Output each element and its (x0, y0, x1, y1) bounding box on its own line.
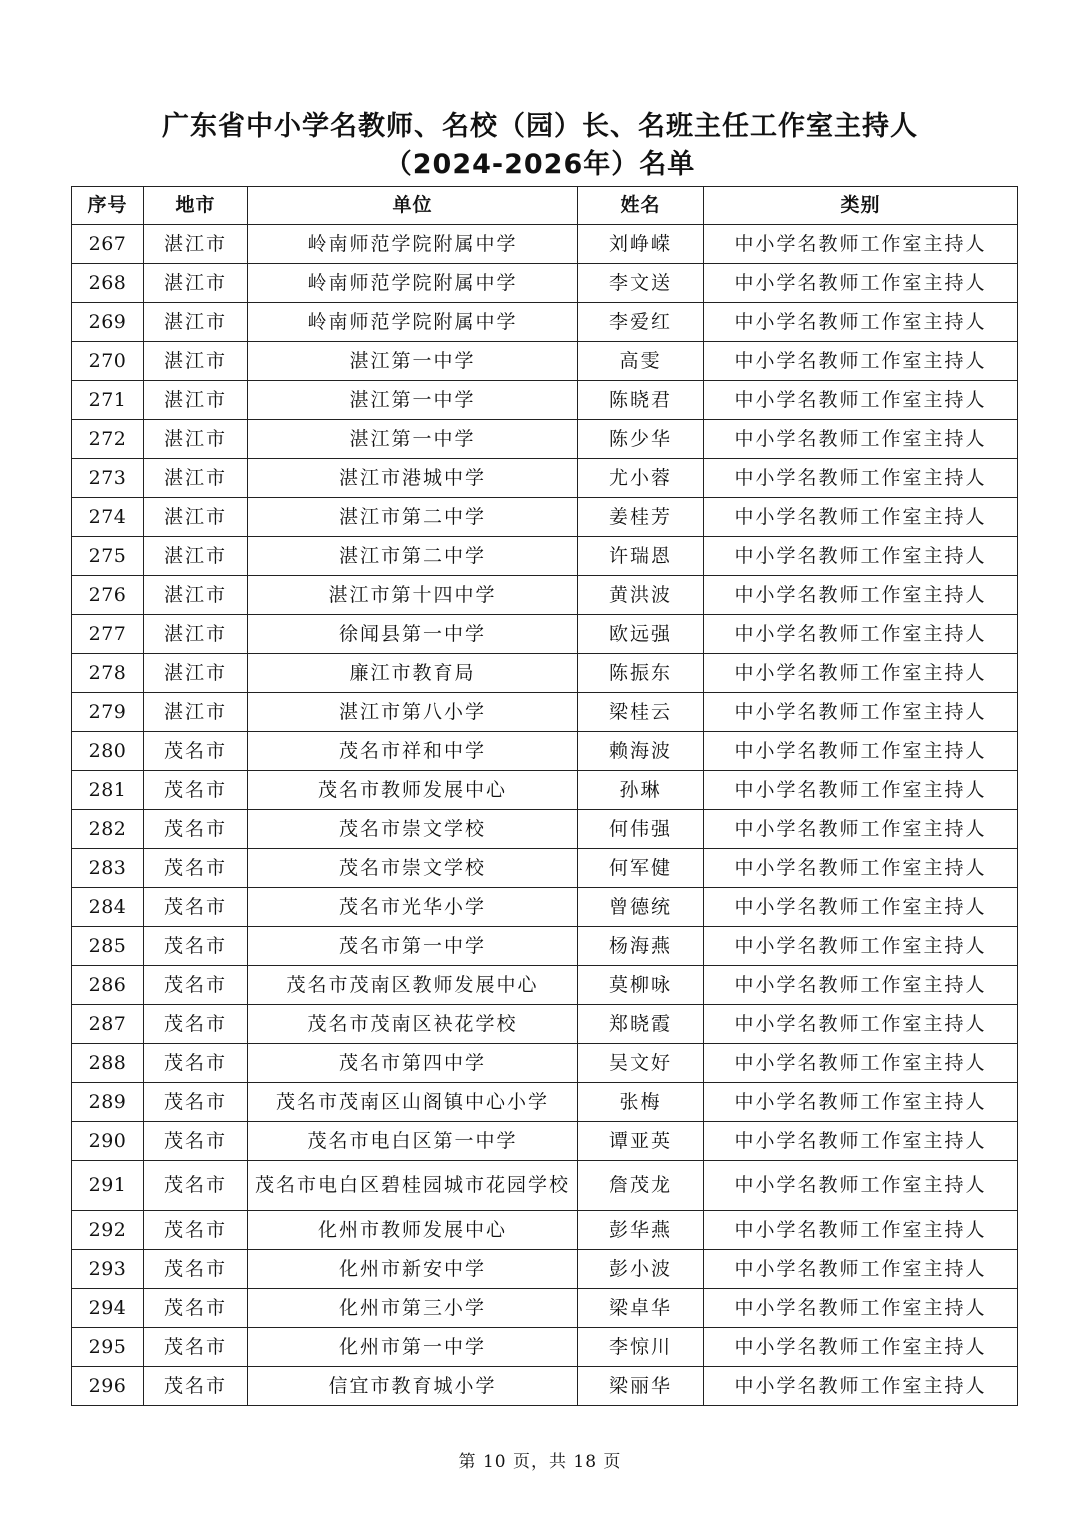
cell-no: 294 (72, 1289, 144, 1328)
cell-unit: 茂名市教师发展中心 (248, 771, 578, 810)
cell-city: 茂名市 (144, 1289, 248, 1328)
cell-city: 湛江市 (144, 693, 248, 732)
cell-city: 湛江市 (144, 459, 248, 498)
cell-name: 梁卓华 (578, 1289, 704, 1328)
cell-city: 湛江市 (144, 537, 248, 576)
cell-unit: 廉江市教育局 (248, 654, 578, 693)
cell-no: 280 (72, 732, 144, 771)
cell-city: 湛江市 (144, 498, 248, 537)
cell-category: 中小学名教师工作室主持人 (704, 849, 1018, 888)
cell-city: 湛江市 (144, 225, 248, 264)
cell-category: 中小学名教师工作室主持人 (704, 225, 1018, 264)
cell-no: 276 (72, 576, 144, 615)
cell-no: 291 (72, 1161, 144, 1211)
cell-category: 中小学名教师工作室主持人 (704, 888, 1018, 927)
header-city: 地市 (144, 187, 248, 225)
cell-name: 郑晓霞 (578, 1005, 704, 1044)
cell-name: 高雯 (578, 342, 704, 381)
cell-no: 273 (72, 459, 144, 498)
cell-no: 283 (72, 849, 144, 888)
cell-category: 中小学名教师工作室主持人 (704, 615, 1018, 654)
cell-name: 李惊川 (578, 1328, 704, 1367)
cell-category: 中小学名教师工作室主持人 (704, 264, 1018, 303)
cell-name: 谭亚英 (578, 1122, 704, 1161)
cell-unit: 徐闻县第一中学 (248, 615, 578, 654)
cell-unit: 湛江第一中学 (248, 420, 578, 459)
cell-name: 何伟强 (578, 810, 704, 849)
cell-unit: 茂名市崇文学校 (248, 810, 578, 849)
table-row (72, 537, 1018, 576)
cell-name: 曾德统 (578, 888, 704, 927)
cell-name: 何军健 (578, 849, 704, 888)
cell-name: 张梅 (578, 1083, 704, 1122)
table-body (72, 225, 1018, 1406)
cell-name: 许瑞恩 (578, 537, 704, 576)
table-row (72, 1367, 1018, 1406)
cell-unit: 茂名市第四中学 (248, 1044, 578, 1083)
table-row (72, 810, 1018, 849)
cell-no: 269 (72, 303, 144, 342)
cell-category: 中小学名教师工作室主持人 (704, 1328, 1018, 1367)
cell-name: 莫柳咏 (578, 966, 704, 1005)
table-header-row (72, 187, 1018, 225)
table-row (72, 732, 1018, 771)
cell-no: 290 (72, 1122, 144, 1161)
cell-no: 281 (72, 771, 144, 810)
cell-city: 茂名市 (144, 1161, 248, 1211)
cell-no: 284 (72, 888, 144, 927)
cell-name: 杨海燕 (578, 927, 704, 966)
cell-unit: 茂名市第一中学 (248, 927, 578, 966)
cell-category: 中小学名教师工作室主持人 (704, 654, 1018, 693)
table-row (72, 927, 1018, 966)
cell-name: 李爱红 (578, 303, 704, 342)
roster-table (71, 186, 1018, 1406)
cell-unit: 茂名市茂南区山阁镇中心小学 (248, 1083, 578, 1122)
cell-city: 茂名市 (144, 966, 248, 1005)
cell-name: 詹茂龙 (578, 1161, 704, 1211)
cell-category: 中小学名教师工作室主持人 (704, 420, 1018, 459)
cell-unit: 湛江市第二中学 (248, 498, 578, 537)
cell-city: 茂名市 (144, 927, 248, 966)
cell-unit: 茂名市茂南区教师发展中心 (248, 966, 578, 1005)
cell-no: 274 (72, 498, 144, 537)
cell-no: 282 (72, 810, 144, 849)
cell-category: 中小学名教师工作室主持人 (704, 1122, 1018, 1161)
cell-no: 296 (72, 1367, 144, 1406)
cell-category: 中小学名教师工作室主持人 (704, 1044, 1018, 1083)
cell-no: 268 (72, 264, 144, 303)
cell-no: 267 (72, 225, 144, 264)
table-row (72, 1122, 1018, 1161)
cell-name: 欧远强 (578, 615, 704, 654)
cell-city: 茂名市 (144, 1083, 248, 1122)
cell-city: 茂名市 (144, 1122, 248, 1161)
table-row (72, 1005, 1018, 1044)
cell-unit: 湛江第一中学 (248, 342, 578, 381)
cell-category: 中小学名教师工作室主持人 (704, 1367, 1018, 1406)
cell-category: 中小学名教师工作室主持人 (704, 1083, 1018, 1122)
cell-city: 湛江市 (144, 615, 248, 654)
cell-unit: 茂名市祥和中学 (248, 732, 578, 771)
cell-city: 湛江市 (144, 342, 248, 381)
cell-unit: 信宜市教育城小学 (248, 1367, 578, 1406)
header-unit: 单位 (248, 187, 578, 225)
cell-no: 279 (72, 693, 144, 732)
cell-city: 湛江市 (144, 303, 248, 342)
cell-no: 288 (72, 1044, 144, 1083)
header-name: 姓名 (578, 187, 704, 225)
cell-city: 茂名市 (144, 732, 248, 771)
cell-no: 295 (72, 1328, 144, 1367)
table-row (72, 1289, 1018, 1328)
cell-no: 278 (72, 654, 144, 693)
cell-city: 湛江市 (144, 420, 248, 459)
cell-name: 赖海波 (578, 732, 704, 771)
cell-category: 中小学名教师工作室主持人 (704, 1211, 1018, 1250)
cell-category: 中小学名教师工作室主持人 (704, 693, 1018, 732)
cell-category: 中小学名教师工作室主持人 (704, 381, 1018, 420)
table-row (72, 342, 1018, 381)
cell-city: 湛江市 (144, 576, 248, 615)
table-row (72, 459, 1018, 498)
cell-category: 中小学名教师工作室主持人 (704, 966, 1018, 1005)
cell-name: 孙琳 (578, 771, 704, 810)
table-row (72, 1044, 1018, 1083)
cell-city: 湛江市 (144, 381, 248, 420)
cell-no: 292 (72, 1211, 144, 1250)
cell-no: 286 (72, 966, 144, 1005)
cell-name: 陈振东 (578, 654, 704, 693)
header-category: 类别 (704, 187, 1018, 225)
table-row (72, 849, 1018, 888)
cell-category: 中小学名教师工作室主持人 (704, 927, 1018, 966)
cell-category: 中小学名教师工作室主持人 (704, 303, 1018, 342)
cell-category: 中小学名教师工作室主持人 (704, 1005, 1018, 1044)
cell-no: 275 (72, 537, 144, 576)
cell-category: 中小学名教师工作室主持人 (704, 1161, 1018, 1211)
cell-category: 中小学名教师工作室主持人 (704, 498, 1018, 537)
cell-no: 271 (72, 381, 144, 420)
cell-name: 刘峥嵘 (578, 225, 704, 264)
cell-no: 289 (72, 1083, 144, 1122)
header-no: 序号 (72, 187, 144, 225)
table-row (72, 693, 1018, 732)
document-subtitle: （2024-2026年）名单 (384, 149, 696, 180)
cell-name: 梁桂云 (578, 693, 704, 732)
cell-category: 中小学名教师工作室主持人 (704, 576, 1018, 615)
cell-no: 270 (72, 342, 144, 381)
table-row (72, 264, 1018, 303)
cell-unit: 茂名市电白区第一中学 (248, 1122, 578, 1161)
cell-name: 吴文好 (578, 1044, 704, 1083)
cell-unit: 湛江第一中学 (248, 381, 578, 420)
cell-name: 陈少华 (578, 420, 704, 459)
table-row (72, 1250, 1018, 1289)
cell-city: 茂名市 (144, 1005, 248, 1044)
cell-unit: 茂名市电白区碧桂园城市花园学校 (248, 1161, 578, 1211)
cell-unit: 茂名市光华小学 (248, 888, 578, 927)
table-row (72, 498, 1018, 537)
cell-unit: 化州市第一中学 (248, 1328, 578, 1367)
cell-name: 李文送 (578, 264, 704, 303)
cell-name: 姜桂芳 (578, 498, 704, 537)
cell-no: 293 (72, 1250, 144, 1289)
cell-category: 中小学名教师工作室主持人 (704, 1250, 1018, 1289)
cell-city: 茂名市 (144, 1328, 248, 1367)
table-row (72, 1328, 1018, 1367)
cell-unit: 湛江市第八小学 (248, 693, 578, 732)
cell-name: 彭小波 (578, 1250, 704, 1289)
cell-no: 287 (72, 1005, 144, 1044)
cell-city: 湛江市 (144, 654, 248, 693)
cell-city: 茂名市 (144, 810, 248, 849)
table-row (72, 771, 1018, 810)
cell-city: 茂名市 (144, 888, 248, 927)
cell-category: 中小学名教师工作室主持人 (704, 1289, 1018, 1328)
table-row (72, 381, 1018, 420)
cell-unit: 湛江市第二中学 (248, 537, 578, 576)
cell-unit: 化州市新安中学 (248, 1250, 578, 1289)
table-row (72, 966, 1018, 1005)
document-title: 广东省中小学名教师、名校（园）长、名班主任工作室主持人 (162, 111, 918, 142)
cell-city: 湛江市 (144, 264, 248, 303)
cell-unit: 茂名市茂南区袂花学校 (248, 1005, 578, 1044)
cell-unit: 茂名市崇文学校 (248, 849, 578, 888)
cell-name: 梁丽华 (578, 1367, 704, 1406)
cell-unit: 化州市第三小学 (248, 1289, 578, 1328)
cell-category: 中小学名教师工作室主持人 (704, 342, 1018, 381)
cell-city: 茂名市 (144, 771, 248, 810)
cell-name: 陈晓君 (578, 381, 704, 420)
table-row (72, 888, 1018, 927)
table-row (72, 576, 1018, 615)
table-row (72, 420, 1018, 459)
cell-name: 黄洪波 (578, 576, 704, 615)
cell-category: 中小学名教师工作室主持人 (704, 537, 1018, 576)
table-row (72, 1211, 1018, 1250)
page-number: 第 10 页，共 18 页 (458, 1452, 622, 1472)
cell-unit: 岭南师范学院附属中学 (248, 264, 578, 303)
cell-category: 中小学名教师工作室主持人 (704, 810, 1018, 849)
cell-name: 彭华燕 (578, 1211, 704, 1250)
table-row (72, 654, 1018, 693)
cell-category: 中小学名教师工作室主持人 (704, 459, 1018, 498)
cell-no: 272 (72, 420, 144, 459)
cell-unit: 化州市教师发展中心 (248, 1211, 578, 1250)
cell-name: 尤小蓉 (578, 459, 704, 498)
cell-no: 285 (72, 927, 144, 966)
table-row (72, 225, 1018, 264)
cell-unit: 岭南师范学院附属中学 (248, 303, 578, 342)
cell-city: 茂名市 (144, 1044, 248, 1083)
table-row (72, 1083, 1018, 1122)
table-row (72, 303, 1018, 342)
cell-city: 茂名市 (144, 849, 248, 888)
table-row (72, 615, 1018, 654)
cell-category: 中小学名教师工作室主持人 (704, 771, 1018, 810)
cell-city: 茂名市 (144, 1367, 248, 1406)
cell-unit: 湛江市第十四中学 (248, 576, 578, 615)
cell-category: 中小学名教师工作室主持人 (704, 732, 1018, 771)
cell-city: 茂名市 (144, 1250, 248, 1289)
cell-city: 茂名市 (144, 1211, 248, 1250)
cell-unit: 岭南师范学院附属中学 (248, 225, 578, 264)
cell-unit: 湛江市港城中学 (248, 459, 578, 498)
table-row (72, 1161, 1018, 1211)
cell-no: 277 (72, 615, 144, 654)
